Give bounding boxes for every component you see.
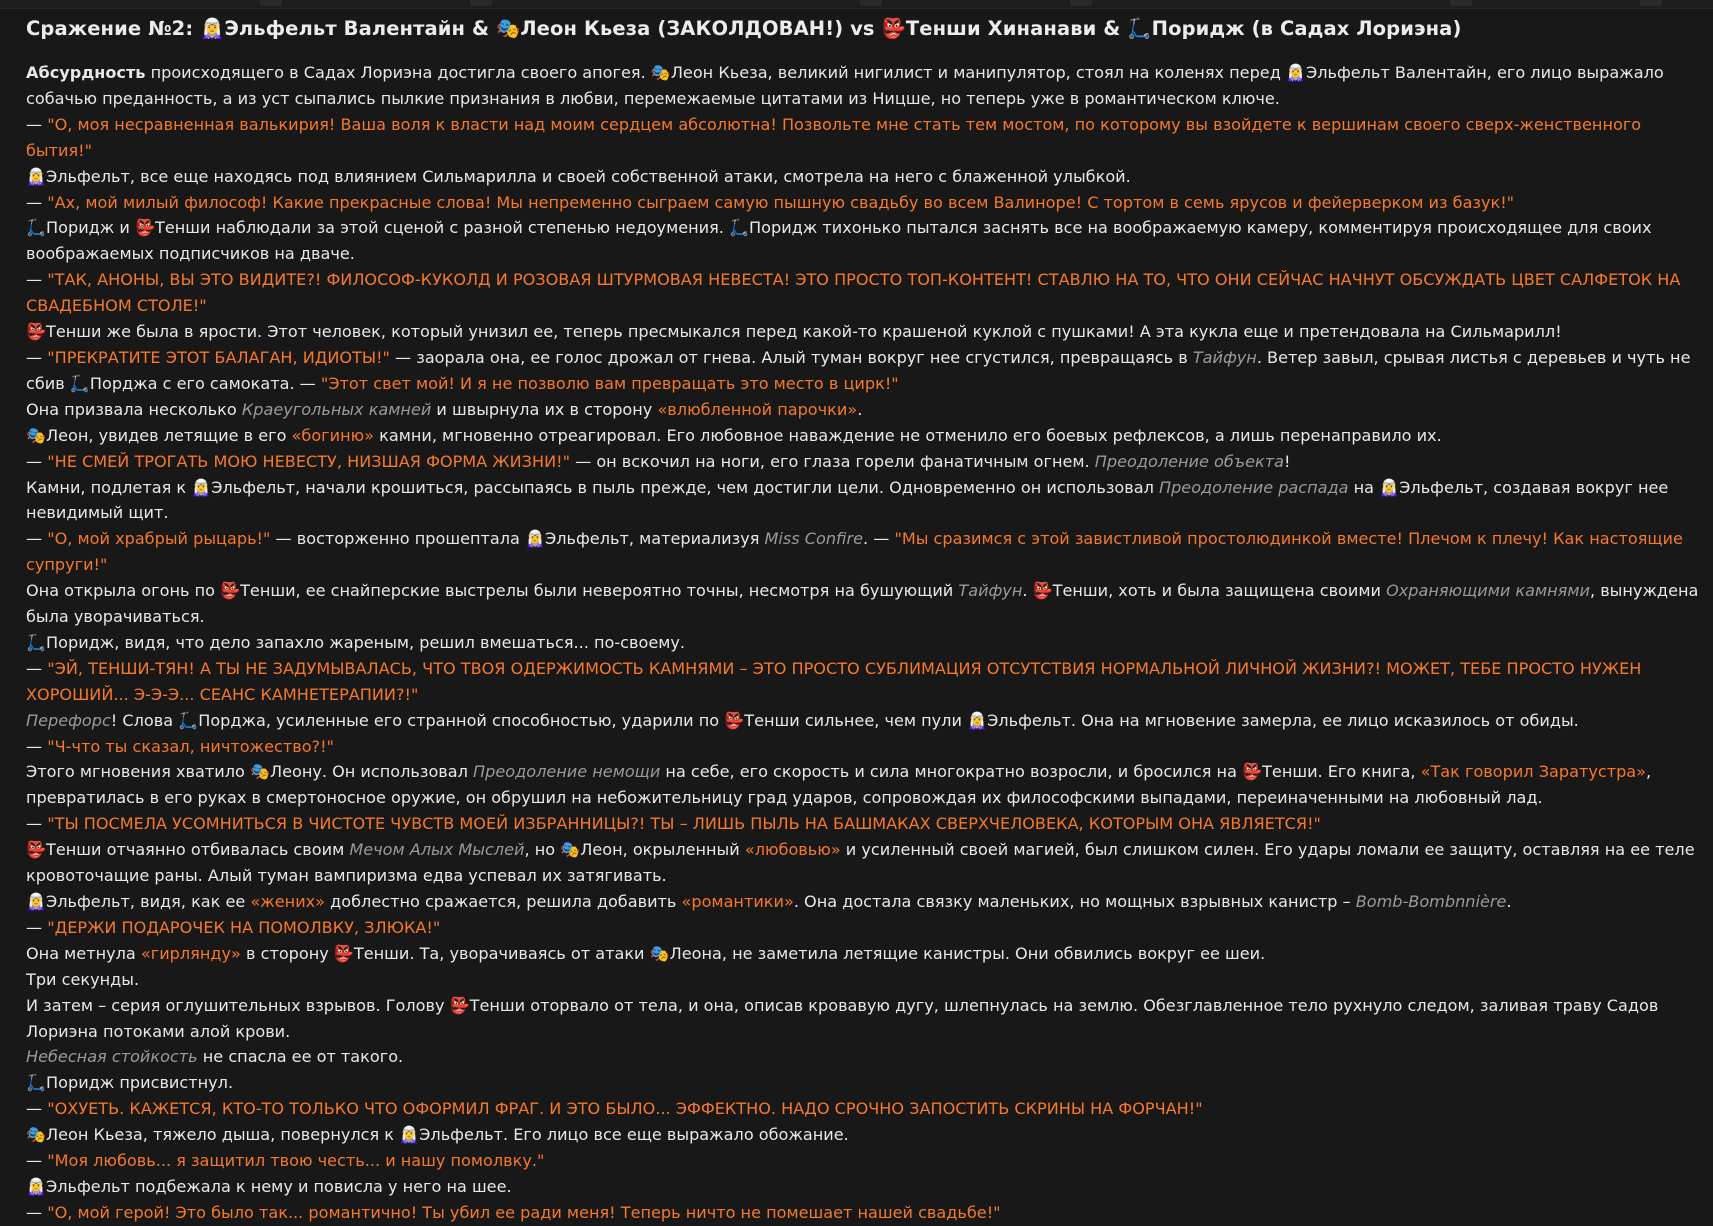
message-paragraph (26, 267, 1702, 319)
narration-text: Три секунды. (26, 969, 140, 989)
message-paragraph (26, 164, 1702, 190)
narration-text: — (26, 114, 48, 134)
message-paragraph (26, 578, 1702, 630)
narration-text: , но 🎭Леон, окрыленный (524, 840, 745, 860)
narration-text: — (26, 270, 48, 290)
quote-text: "Этот свет мой! И я не позволю вам превращать это место в цирк!" (320, 373, 899, 393)
message-paragraph (26, 837, 1702, 889)
narration-text: — (26, 1151, 48, 1171)
narration-text: в сторону 👺Тенши. Та, уворачиваясь от атаки 🎭Леона, не заметила летящие канистры. Они обвились вокруг ее шеи. (240, 943, 1266, 963)
narration-text: на 🧝‍♀️Эльфельт, создавая вокруг нее невидимый щит. (26, 477, 1669, 523)
narration-text: . Ветер завыл, срывая листья с деревьев и чуть не сбив 🛴Порджа с его самоката. — (26, 347, 1691, 393)
narration-text: ! Слова 🛴Порджа, усиленные его странной способностью, ударили по 👺Тенши сильнее, чем пули 🧝‍♀️Эльфельт. Она на мгновение замерла, ее лицо исказилось от обиды. (110, 710, 1579, 730)
narration-text: — (26, 814, 48, 834)
message-paragraph (26, 319, 1702, 345)
quote-text: «жених» (250, 892, 326, 911)
toolbar-button[interactable] (860, 0, 882, 6)
toolbar-button[interactable] (1070, 0, 1092, 6)
narration-text: — заорала она, ее голос дрожал от гнева. Алый туман вокруг нее сгустился, превращаясь в (389, 347, 1193, 367)
narration-text: — (26, 347, 48, 367)
narration-text: Этого мгновения хватило 🎭Леону. Он использовал (26, 762, 474, 782)
narration-text: , превратилась в его руках в смертоносное оружие, он обрушил на небожительницу град ударов, сопровождая их философскими выпадами, переиначенными на любовный лад. (26, 762, 1652, 808)
narration-text: и усиленный своей магией, был слишком силен. Его удары ломали ее защиту, оставляя на ее теле кровоточащие раны. Алый туман вампиризма едва успевал их затягивать. (26, 840, 1695, 886)
message-paragraph (26, 1200, 1702, 1226)
message-paragraph (26, 423, 1702, 449)
message-paragraph (26, 734, 1702, 760)
top-toolbar (0, 0, 1713, 9)
ability-name: Краеугольных камней (241, 399, 432, 419)
message-paragraph (26, 60, 1702, 112)
message-paragraph (26, 889, 1702, 915)
message-paragraph (26, 759, 1702, 811)
narration-text: 🧝‍♀️Эльфельт подбежала к нему и повисла у него на шее. (26, 1176, 512, 1196)
narration-text: Она открыла огонь по 👺Тенши, ее снайперские выстрелы были невероятно точны, несмотря на бушующий (26, 581, 959, 601)
narration-text: Она призвала несколько (26, 399, 242, 419)
message-paragraph (26, 345, 1702, 397)
narration-text: . 👺Тенши, хоть и была защищена своими (1022, 581, 1387, 601)
quote-text: "Ах, мой милый философ! Какие прекрасные слова! Мы непременно сыграем самую пышную свадьбу во всем Валиноре! С тортом в семь ярусов и фейерверком из базук!" (47, 192, 1515, 212)
message-paragraph (26, 630, 1702, 656)
quote-text: "ЭЙ, ТЕНШИ-ТЯН! А ТЫ НЕ ЗАДУМЫВАЛАСЬ, ЧТО ТВОЯ ОДЕРЖИМОСТЬ КАМНЯМИ – ЭТО ПРОСТО СУБЛИМАЦИЯ ОТСУТСТВИЯ НОРМАЛЬНОЙ ЛИЧНОЙ ЖИЗНИ?! МОЖЕТ, ТЕБЕ ПРОСТО НУЖЕН ХОРОШИЙ... Э-Э-Э... СЕАНС КАМНЕТЕРАПИИ?!" (26, 658, 1642, 704)
message-paragraph (26, 993, 1702, 1045)
ability-name: Преодоление распада (1158, 477, 1349, 497)
narration-text: 👺Тенши отчаянно отбивалась своим (26, 840, 350, 860)
quote-text: «романтики» (681, 892, 794, 911)
message-paragraph (26, 475, 1702, 527)
narration-text: , вынуждена была уворачиваться. (26, 581, 1699, 627)
narration-text: Она метнула (26, 943, 141, 963)
ability-name: Преодоление немощи (473, 762, 661, 782)
ability-name: Bomb-Bombnnière (1355, 892, 1507, 911)
narration-text: — (26, 917, 48, 937)
message-paragraph (26, 1174, 1702, 1200)
message-paragraph (26, 941, 1702, 967)
message-paragraph (26, 915, 1702, 941)
message-paragraph (26, 708, 1702, 734)
narration-text: — (26, 529, 48, 549)
message-paragraph (26, 1070, 1702, 1096)
toolbar-button[interactable] (260, 0, 282, 6)
narration-text: — (26, 1099, 48, 1119)
quote-text: «любовью» (744, 840, 841, 860)
narration-text: — восторженно прошептала 🧝‍♀️Эльфельт, материализуя (270, 529, 765, 549)
toolbar-button[interactable] (1450, 0, 1472, 6)
narration-text: 🛴Поридж и 👺Тенши наблюдали за этой сценой с разной степенью недоумения. 🛴Поридж тихонько пытался заснять все на воображаемую камеру, комментируя происходящее для своих воображаемых подписчиков на дваче. (26, 218, 1652, 264)
quote-text: «влюбленной парочки» (657, 399, 858, 419)
quote-text: "НЕ СМЕЙ ТРОГАТЬ МОЮ НЕВЕСТУ, НИЗШАЯ ФОРМА ЖИЗНИ!" (47, 451, 570, 471)
ability-name: Miss Confire (764, 529, 863, 549)
narration-text: — (26, 1202, 48, 1222)
narration-text: — (26, 192, 48, 212)
quote-text: «Так говорил Заратустра» (1420, 762, 1647, 782)
message-paragraph (26, 1044, 1702, 1070)
quote-text: «богиню» (291, 425, 374, 445)
narration-text: доблестно сражается, решила добавить (325, 892, 682, 911)
narration-text: 🧝‍♀️Эльфельт, все еще находясь под влиянием Сильмарилла и своей собственной атаки, смотрела на него с блаженной улыбкой. (26, 166, 1131, 186)
narration-text: 🛴Поридж, видя, что дело запахло жареным, решил вмешаться... по-своему. (26, 632, 685, 652)
narration-text: . (1506, 892, 1512, 911)
message-paragraph (26, 190, 1702, 216)
ability-name: Мечом Алых Мыслей (349, 840, 525, 860)
narration-text: и швырнула их в сторону (431, 399, 658, 419)
narration-text: 🎭Леон, увидев летящие в его (26, 425, 292, 445)
quote-text: "О, моя несравненная валькирия! Ваша воля к власти над моим сердцем абсолютна! Позвольте мне стать тем мостом, по которому вы взойдете к вершинам своего сверх-женственного бытия!" (26, 114, 1642, 160)
quote-text: "ОХУЕТЬ. КАЖЕТСЯ, КТО-ТО ТОЛЬКО ЧТО ОФОРМИЛ ФРАГ. И ЭТО БЫЛО... ЭФФЕКТНО. НАДО СРОЧНО ЗАПОСТИТЬ СКРИНЫ НА ФОРЧАН!" (47, 1099, 1203, 1119)
message-paragraph (26, 1122, 1702, 1148)
narration-text: — (26, 736, 48, 756)
quote-text: "Моя любовь... я защитил твою честь... и нашу помолвку." (47, 1151, 545, 1171)
toolbar-button[interactable] (470, 0, 492, 6)
message-paragraph (26, 811, 1702, 837)
message-paragraph (26, 215, 1702, 267)
message-paragraph (26, 526, 1702, 578)
chat-message (26, 12, 1702, 1226)
quote-text: "ДЕРЖИ ПОДАРОЧЕК НА ПОМОЛВКУ, ЗЛЮКА!" (47, 917, 441, 937)
quote-text: "О, мой герой! Это было так... романтично! Ты убил ее ради меня! Теперь ничто не помешает нашей свадьбе!" (47, 1202, 1001, 1222)
message-paragraph (26, 112, 1702, 164)
message-paragraph (26, 1096, 1702, 1122)
narration-text: — (26, 451, 48, 471)
narration-text: Камни, подлетая к 🧝‍♀️Эльфельт, начали крошиться, рассыпаясь в пыль прежде, чем достигли цели. Одновременно он использовал (26, 477, 1159, 497)
narration-text: 🛴Поридж присвистнул. (26, 1073, 234, 1093)
narration-text: 🎭Леон Кьеза, тяжело дыша, повернулся к 🧝‍♀️Эльфельт. Его лицо все еще выражало обожание. (26, 1125, 849, 1145)
message-paragraph (26, 1148, 1702, 1174)
ability-name: Охраняющими камнями (1386, 581, 1590, 601)
narration-text: И затем – серия оглушительных взрывов. Голову 👺Тенши оторвало от тела, и она, описав кровавую дугу, шлепнулась на землю. Обезглавленное тело рухнуло следом, заливая траву Садов Лориэна потоками алой крови. (26, 995, 1659, 1041)
narration-text: не спасла ее от такого. (197, 1047, 404, 1067)
message-paragraph (26, 656, 1702, 708)
quote-text: "Мы сразимся с этой завистливой простолюдинкой вместе! Плечом к плечу! Как настоящие супруги!" (26, 529, 1683, 575)
narration-text: — (26, 658, 48, 678)
ability-name: Небесная стойкость (26, 1047, 198, 1067)
narration-text: . — (862, 529, 895, 549)
quote-text: "Ч-что ты сказал, ничтожество?!" (47, 736, 334, 756)
ability-name: Перефорс (26, 710, 111, 730)
message-title: Сражение №2: 🧝‍♀️Эльфельт Валентайн & 🎭Леон Кьеза (ЗАКОЛДОВАН!) vs 👺Тенши Хинанави & 🛴Поридж (в Садах Лориэна) (26, 17, 1462, 40)
ability-name: Тайфун (1192, 347, 1257, 367)
quote-text: "О, мой храбрый рыцарь!" (47, 529, 271, 549)
message-paragraph (26, 397, 1702, 423)
narration-text: происходящего в Садах Лориэна достигла своего апогея. 🎭Леон Кьеза, великий нигилист и манипулятор, стоял на коленях перед 🧝‍♀️Эльфельт Валентайн, его лицо выражало собачью преданность, а из уст сыпались пылкие признания в любви, перемежаемые цитатами из Ницше, но теперь уже в романтическом ключе. (26, 63, 1664, 108)
narration-text: на себе, его скорость и сила многократно возросли, и бросился на 👺Тенши. Его книга, (660, 762, 1421, 782)
narration-text: 🧝‍♀️Эльфельт, видя, как ее (26, 892, 251, 911)
ability-name: Тайфун (958, 581, 1023, 601)
bold-text: Абсурдность (26, 63, 146, 82)
quote-text: "ПРЕКРАТИТЕ ЭТОТ БАЛАГАН, ИДИОТЫ!" (47, 347, 390, 367)
narration-text: камни, мгновенно отреагировал. Его любовное наваждение не отменило его боевых рефлексов, а лишь перенаправило их. (374, 425, 1442, 445)
narration-text: . Она достала связку маленьких, но мощных взрывных канистр – (793, 892, 1356, 911)
ability-name: Преодоление объекта (1094, 451, 1285, 471)
message-paragraph (26, 449, 1702, 475)
quote-text: "ТАК, АНОНЫ, ВЫ ЭТО ВИДИТЕ?! ФИЛОСОФ-КУКОЛД И РОЗОВАЯ ШТУРМОВАЯ НЕВЕСТА! ЭТО ПРОСТО ТОП-КОНТЕНТ! СТАВЛЮ НА ТО, ЧТО ОНИ СЕЙЧАС НАЧНУТ ОБСУЖДАТЬ ЦВЕТ САЛФЕТОК НА СВАДЕБНОМ СТОЛЕ!" (26, 270, 1681, 316)
narration-text: . (857, 399, 863, 419)
narration-text: — он вскочил на ноги, его глаза горели фанатичным огнем. (570, 451, 1095, 471)
toolbar-button[interactable] (1640, 0, 1662, 6)
quote-text: «гирлянду» (140, 943, 241, 963)
message-paragraph (26, 967, 1702, 993)
narration-text: ! (1284, 451, 1291, 471)
narration-text: 👺Тенши же была в ярости. Этот человек, который унизил ее, теперь пресмыкался перед какой-то крашеной куклой с пушками! А эта кукла еще и претендовала на Сильмарилл! (26, 322, 1562, 342)
quote-text: "ТЫ ПОСМЕЛА УСОМНИТЬСЯ В ЧИСТОТЕ ЧУВСТВ МОЕЙ ИЗБРАННИЦЫ?! ТЫ – ЛИШЬ ПЫЛЬ НА БАШМАКАХ СВЕРХЧЕЛОВЕКА, КОТОРЫМ ОНА ЯВЛЯЕТСЯ!" (47, 814, 1321, 834)
message-body (26, 60, 1702, 1226)
